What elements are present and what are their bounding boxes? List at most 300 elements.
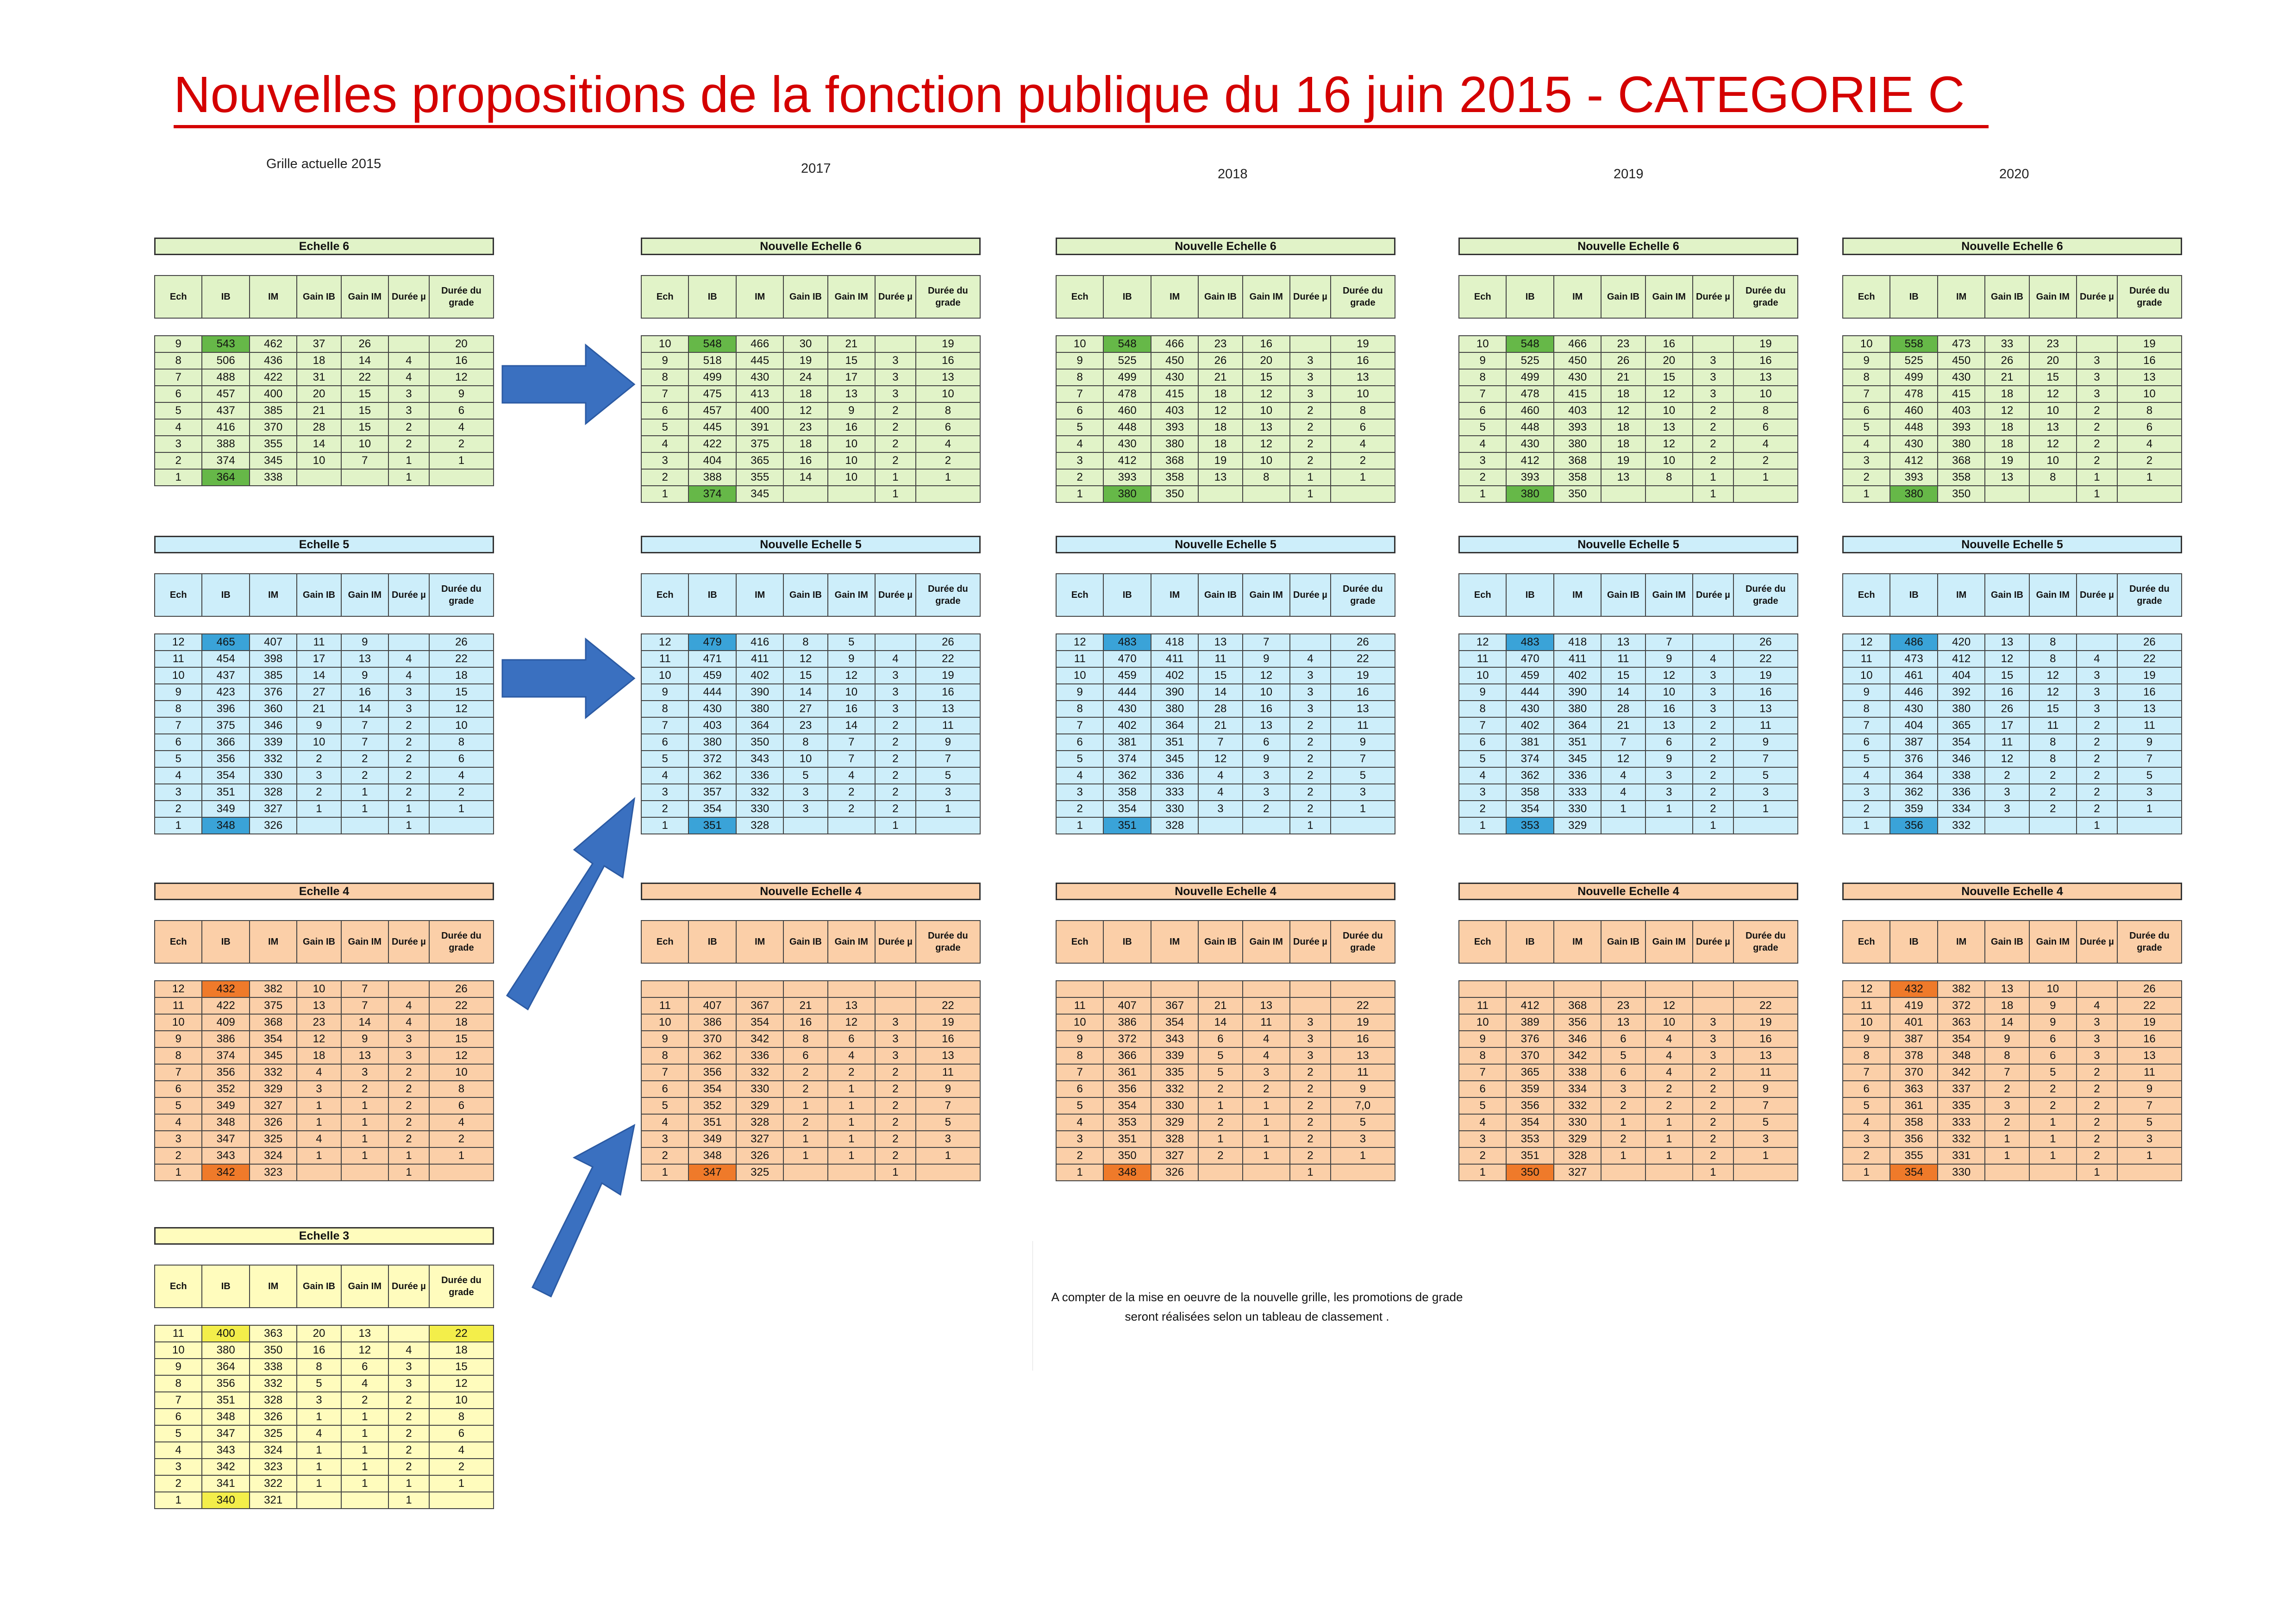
table-cell: 16 (783, 1014, 827, 1031)
table-cell: 331 (1938, 1147, 1985, 1164)
table-cell: 333 (1938, 1114, 1985, 1131)
table-cell: 10 (429, 717, 494, 734)
column-header: Gain IB (1985, 921, 2029, 963)
table-cell: 370 (1890, 1064, 1937, 1081)
table-cell: 15 (341, 386, 388, 402)
table-cell: 9 (1733, 1081, 1798, 1097)
table-cell: 3 (1290, 352, 1331, 369)
table-cell: 354 (1938, 734, 1985, 751)
table-cell: 333 (1151, 784, 1198, 801)
table-cell: 330 (250, 767, 297, 784)
table-cell: 380 (1506, 486, 1553, 502)
table-cell: 16 (341, 684, 388, 701)
table-cell: 422 (688, 436, 736, 452)
table-cell: 1 (2029, 1114, 2077, 1131)
table-cell: 13 (1733, 369, 1798, 386)
table-cell: 411 (736, 651, 783, 667)
table-cell: 365 (736, 452, 783, 469)
table-cell: 7 (641, 717, 688, 734)
table-cell: 448 (1506, 419, 1553, 436)
table-cell: 8 (1459, 1047, 1506, 1064)
table-cell: 506 (202, 352, 249, 369)
table-cell: 430 (1103, 701, 1151, 717)
table-cell: 2 (875, 1097, 916, 1114)
table-cell: 2 (1693, 1081, 1733, 1097)
table-cell: 401 (1890, 1014, 1937, 1031)
table-cell: 341 (202, 1475, 249, 1492)
table-cell: 15 (783, 667, 827, 684)
table-cell: 409 (202, 1014, 249, 1031)
table-cell: 2 (1290, 751, 1331, 767)
echelle-name: Nouvelle Echelle 5 (641, 536, 981, 553)
table-cell: 364 (736, 717, 783, 734)
table-cell: 13 (341, 1325, 388, 1342)
table-cell: 3 (1290, 684, 1331, 701)
column-header: IB (1506, 921, 1553, 963)
table-cell: 6 (828, 1031, 875, 1047)
table-cell: 7 (155, 369, 202, 386)
table-cell: 12 (1198, 402, 1242, 419)
table-cell: 354 (1506, 801, 1553, 817)
table-cell: 14 (297, 667, 341, 684)
table-cell: 2 (1198, 1147, 1242, 1164)
table-cell: 362 (688, 767, 736, 784)
table-cell: 26 (1331, 634, 1395, 651)
table-cell: 12 (155, 634, 202, 651)
column-header: Gain IM (1243, 574, 1290, 616)
table-cell: 7 (1843, 386, 1890, 402)
table-cell: 3 (155, 1459, 202, 1475)
table-cell: 2 (155, 1475, 202, 1492)
table-cell: 1 (641, 1164, 688, 1181)
table-cell: 26 (1733, 634, 1798, 651)
table-cell: 3 (875, 1014, 916, 1031)
table-cell: 4 (297, 1425, 341, 1442)
table-cell: 340 (202, 1492, 249, 1509)
table-cell: 13 (1331, 1047, 1395, 1064)
table-cell: 400 (202, 1325, 249, 1342)
table-cell: 398 (250, 651, 297, 667)
table-cell: 2 (388, 1459, 429, 1475)
column-header: Durée µ (875, 276, 916, 318)
table-cell: 16 (2117, 684, 2182, 701)
table-cell: 393 (1151, 419, 1198, 436)
table-cell: 2 (1290, 419, 1331, 436)
table-cell: 327 (250, 1097, 297, 1114)
table-cell: 3 (388, 684, 429, 701)
table-cell: 1 (641, 817, 688, 834)
table-cell: 11 (1601, 651, 1645, 667)
column-header: Gain IM (341, 574, 388, 616)
table-cell: 3 (1243, 767, 1290, 784)
echelle-name: Nouvelle Echelle 4 (1056, 883, 1395, 900)
table-cell: 411 (1554, 651, 1601, 667)
table-cell: 376 (1506, 1031, 1553, 1047)
table-cell: 4 (2117, 436, 2182, 452)
table-cell: 10 (1243, 452, 1290, 469)
table-cell: 2 (1693, 801, 1733, 817)
table-cell: 432 (202, 981, 249, 997)
table-cell: 1 (783, 1131, 827, 1147)
table-cell: 422 (250, 369, 297, 386)
table-cell: 2 (1459, 1147, 1506, 1164)
table-cell: 6 (641, 734, 688, 751)
table-cell: 13 (916, 369, 980, 386)
table-cell: 11 (2117, 1064, 2182, 1081)
table-cell: 16 (2117, 1031, 2182, 1047)
table-cell: 7 (341, 997, 388, 1014)
table-cell: 4 (388, 352, 429, 369)
table-cell: 430 (1890, 701, 1937, 717)
table-cell: 9 (1459, 684, 1506, 701)
column-header: Gain IB (1985, 276, 2029, 318)
table-cell: 8 (2029, 469, 2077, 486)
table-cell: 4 (341, 1375, 388, 1392)
table-cell: 342 (1554, 1047, 1601, 1064)
table-cell: 1 (875, 469, 916, 486)
table-cell: 370 (688, 1031, 736, 1047)
table-cell: 403 (688, 717, 736, 734)
table-cell: 8 (429, 734, 494, 751)
table-cell: 6 (1843, 734, 1890, 751)
table-cell: 1 (2117, 1147, 2182, 1164)
table-cell: 457 (202, 386, 249, 402)
table-cell: 332 (250, 751, 297, 767)
table-cell: 1 (1331, 1147, 1395, 1164)
table-cell: 8 (2029, 751, 2077, 767)
table-cell: 368 (1554, 452, 1601, 469)
table-cell: 12 (828, 667, 875, 684)
table-cell: 18 (1601, 419, 1645, 436)
column-header: Durée du grade (429, 276, 494, 318)
table-cell: 430 (736, 369, 783, 386)
table-cell: 28 (1601, 701, 1645, 717)
table-cell: 3 (297, 1081, 341, 1097)
table-cell: 330 (1151, 1097, 1198, 1114)
table-cell: 402 (1151, 667, 1198, 684)
table-cell: 23 (1601, 997, 1645, 1014)
table-cell: 15 (828, 352, 875, 369)
table-cell: 11 (916, 1064, 980, 1081)
table-cell: 4 (388, 651, 429, 667)
table-cell: 20 (429, 336, 494, 352)
table-cell: 362 (1506, 767, 1553, 784)
table-cell: 15 (1601, 667, 1645, 684)
table-cell: 37 (297, 336, 341, 352)
table-cell: 9 (1243, 751, 1290, 767)
column-header: Gain IM (341, 1265, 388, 1308)
table-cell: 4 (1331, 436, 1395, 452)
table-cell: 9 (155, 684, 202, 701)
table-cell: 3 (1693, 667, 1733, 684)
table-cell: 378 (1890, 1047, 1937, 1064)
table-cell: 2 (875, 1131, 916, 1147)
table-cell: 483 (1506, 634, 1553, 651)
table-cell: 4 (155, 1442, 202, 1459)
year-label-2017: 2017 (801, 161, 831, 176)
table-cell: 11 (641, 651, 688, 667)
table-cell: 354 (1890, 1164, 1937, 1181)
table-cell: 9 (1331, 734, 1395, 751)
table-cell: 6 (1198, 1031, 1242, 1047)
table-cell: 12 (429, 1375, 494, 1392)
table-cell: 22 (1733, 651, 1798, 667)
table-cell: 3 (1693, 1014, 1733, 1031)
table-cell: 380 (202, 1342, 249, 1359)
table-cell: 358 (1103, 784, 1151, 801)
table-cell: 15 (2029, 369, 2077, 386)
column-header: Durée du grade (916, 574, 980, 616)
table-cell: 380 (1103, 486, 1151, 502)
table-cell: 13 (2117, 701, 2182, 717)
table-cell: 1 (2117, 469, 2182, 486)
table-cell: 338 (250, 469, 297, 486)
table-cell: 12 (828, 1014, 875, 1031)
table-cell: 18 (1985, 386, 2029, 402)
table-cell: 327 (250, 801, 297, 817)
table-cell: 342 (202, 1459, 249, 1475)
table-cell: 488 (202, 369, 249, 386)
table-cell: 11 (916, 717, 980, 734)
table-cell: 3 (2077, 701, 2117, 717)
table-cell: 3 (388, 1047, 429, 1064)
table-cell: 3 (1733, 784, 1798, 801)
table-cell: 3 (1290, 1031, 1331, 1047)
table-cell: 8 (155, 1047, 202, 1064)
table-cell: 21 (1198, 717, 1242, 734)
table-cell: 2 (916, 452, 980, 469)
table-cell: 350 (1938, 486, 1985, 502)
table-cell: 26 (429, 981, 494, 997)
table-cell: 19 (2117, 667, 2182, 684)
table-cell: 403 (1554, 402, 1601, 419)
table-cell: 8 (783, 634, 827, 651)
table-cell: 13 (1985, 981, 2029, 997)
table-cell: 350 (1151, 486, 1198, 502)
table-cell: 12 (155, 981, 202, 997)
table-cell: 3 (1056, 452, 1103, 469)
table-cell: 1 (2077, 486, 2117, 502)
column-header: Gain IB (783, 276, 827, 318)
table-cell: 1 (429, 1147, 494, 1164)
table-cell: 448 (1103, 419, 1151, 436)
table-cell: 358 (1506, 784, 1553, 801)
table-cell: 2 (388, 436, 429, 452)
table-cell: 14 (1198, 684, 1242, 701)
table-cell: 15 (1243, 369, 1290, 386)
column-header: Durée du grade (1733, 276, 1798, 318)
table-cell: 3 (297, 1392, 341, 1409)
table-cell: 3 (2077, 369, 2117, 386)
table-cell: 2 (341, 1392, 388, 1409)
table-cell: 10 (1645, 402, 1693, 419)
table-cell: 1 (1056, 1164, 1103, 1181)
table-cell: 2 (2077, 1131, 2117, 1147)
table-cell: 4 (1198, 767, 1242, 784)
table-cell: 3 (1459, 784, 1506, 801)
column-header: Durée µ (1693, 276, 1733, 318)
table-cell: 13 (1243, 997, 1290, 1014)
table-cell: 412 (1938, 651, 1985, 667)
column-header: Durée µ (388, 574, 429, 616)
table-cell: 10 (828, 452, 875, 469)
table-cell: 19 (2117, 1014, 2182, 1031)
table-cell: 2 (1290, 784, 1331, 801)
table-cell: 2 (1290, 734, 1331, 751)
table-cell: 6 (1459, 1081, 1506, 1097)
table-cell: 375 (202, 717, 249, 734)
column-header: Durée µ (1290, 276, 1331, 318)
table-cell: 1 (297, 1475, 341, 1492)
table-cell: 1 (297, 1442, 341, 1459)
table-cell: 359 (1506, 1081, 1553, 1097)
table-cell: 1 (297, 1097, 341, 1114)
table-cell: 15 (429, 684, 494, 701)
table-cell: 27 (783, 701, 827, 717)
table-cell: 8 (1243, 469, 1290, 486)
table-cell: 402 (1554, 667, 1601, 684)
table-cell: 2 (2117, 452, 2182, 469)
column-header: Gain IB (783, 574, 827, 616)
table-cell: 12 (1843, 981, 1890, 997)
table-cell: 23 (1198, 336, 1242, 352)
table-cell: 6 (1056, 1081, 1103, 1097)
table-cell: 387 (1890, 1031, 1937, 1047)
table-cell: 1 (429, 801, 494, 817)
table-cell: 1 (1601, 1147, 1645, 1164)
table-cell: 28 (1198, 701, 1242, 717)
table-cell: 10 (1056, 667, 1103, 684)
table-cell: 4 (1693, 651, 1733, 667)
table-cell: 364 (202, 469, 249, 486)
column-header: Gain IM (2029, 574, 2077, 616)
table-cell: 351 (688, 1114, 736, 1131)
table-cell: 390 (1151, 684, 1198, 701)
table-cell: 18 (1601, 436, 1645, 452)
table-cell: 4 (916, 436, 980, 452)
table-cell: 393 (1506, 469, 1553, 486)
table-cell: 8 (916, 402, 980, 419)
table-cell: 4 (429, 1442, 494, 1459)
table-cell: 13 (1985, 634, 2029, 651)
table-cell: 372 (1103, 1031, 1151, 1047)
table-cell: 353 (1506, 1131, 1553, 1147)
table-cell: 380 (688, 734, 736, 751)
table-cell: 16 (1243, 701, 1290, 717)
table-cell: 9 (155, 1359, 202, 1375)
table-cell: 1 (875, 1164, 916, 1181)
table-cell: 10 (429, 1392, 494, 1409)
table-cell: 375 (736, 436, 783, 452)
table-cell: 437 (202, 667, 249, 684)
table-cell: 2 (875, 1114, 916, 1131)
table-cell: 2 (388, 419, 429, 436)
table-cell: 5 (1198, 1047, 1242, 1064)
table-cell: 5 (1601, 1047, 1645, 1064)
table-cell: 404 (1938, 667, 1985, 684)
table-cell: 13 (297, 997, 341, 1014)
table-cell: 7 (1733, 1097, 1798, 1114)
table-cell: 432 (1890, 981, 1937, 997)
table-cell: 430 (688, 701, 736, 717)
column-header: Gain IB (1198, 574, 1242, 616)
table-cell: 3 (1459, 452, 1506, 469)
table-cell: 3 (1843, 784, 1890, 801)
table-cell: 354 (736, 1014, 783, 1031)
table-cell: 389 (1506, 1014, 1553, 1031)
column-header: IB (688, 574, 736, 616)
table-cell: 3 (1693, 1031, 1733, 1047)
table-cell: 4 (1733, 436, 1798, 452)
table-cell: 1 (1693, 469, 1733, 486)
table-cell: 1 (1198, 1097, 1242, 1114)
table-cell: 14 (341, 701, 388, 717)
table-cell: 358 (1938, 469, 1985, 486)
table-cell: 12 (1985, 651, 2029, 667)
table-cell: 7 (916, 1097, 980, 1114)
table-cell: 9 (155, 1031, 202, 1047)
table-cell: 2 (388, 1425, 429, 1442)
table-cell: 1 (1645, 1147, 1693, 1164)
table-cell: 13 (1243, 419, 1290, 436)
table-cell: 3 (875, 684, 916, 701)
table-cell: 9 (155, 336, 202, 352)
table-cell: 26 (1985, 701, 2029, 717)
table-cell: 466 (1554, 336, 1601, 352)
table-cell: 1 (783, 1147, 827, 1164)
column-header: Gain IB (297, 574, 341, 616)
table-cell: 358 (1151, 469, 1198, 486)
table-cell: 366 (1103, 1047, 1151, 1064)
table-cell: 8 (155, 1375, 202, 1392)
table-cell: 1 (1056, 817, 1103, 834)
column-header: Durée µ (1290, 921, 1331, 963)
table-cell: 4 (388, 667, 429, 684)
column-header: Ech (155, 574, 202, 616)
table-cell: 7 (1843, 717, 1890, 734)
table-cell: 19 (1331, 1014, 1395, 1031)
table-cell: 14 (1601, 684, 1645, 701)
table-cell: 4 (1843, 1114, 1890, 1131)
table-cell: 1 (2077, 469, 2117, 486)
table-cell: 12 (2029, 386, 2077, 402)
table-cell: 6 (916, 419, 980, 436)
arrow-echelle6-icon (502, 345, 634, 424)
table-cell: 475 (688, 386, 736, 402)
table-cell: 2 (1693, 1131, 1733, 1147)
arrow-echelle5-icon (502, 639, 634, 718)
column-header: Ech (1056, 276, 1103, 318)
table-cell: 21 (828, 336, 875, 352)
table-cell: 10 (1843, 336, 1890, 352)
table-cell: 9 (828, 651, 875, 667)
table-cell: 392 (1938, 684, 1985, 701)
table-cell: 444 (1506, 684, 1553, 701)
echelle-name: Nouvelle Echelle 4 (1842, 883, 2182, 900)
table-cell: 1 (2077, 1164, 2117, 1181)
table-cell: 499 (1103, 369, 1151, 386)
table-cell: 7 (1056, 1064, 1103, 1081)
table-cell: 330 (1151, 801, 1198, 817)
table-cell: 12 (1645, 386, 1693, 402)
table-cell: 19 (1733, 1014, 1798, 1031)
column-header: IM (736, 921, 783, 963)
table-cell: 2 (341, 751, 388, 767)
column-header: Gain IM (1243, 921, 1290, 963)
table-cell: 329 (1554, 1131, 1601, 1147)
table-cell: 4 (1843, 436, 1890, 452)
table-cell: 9 (297, 717, 341, 734)
